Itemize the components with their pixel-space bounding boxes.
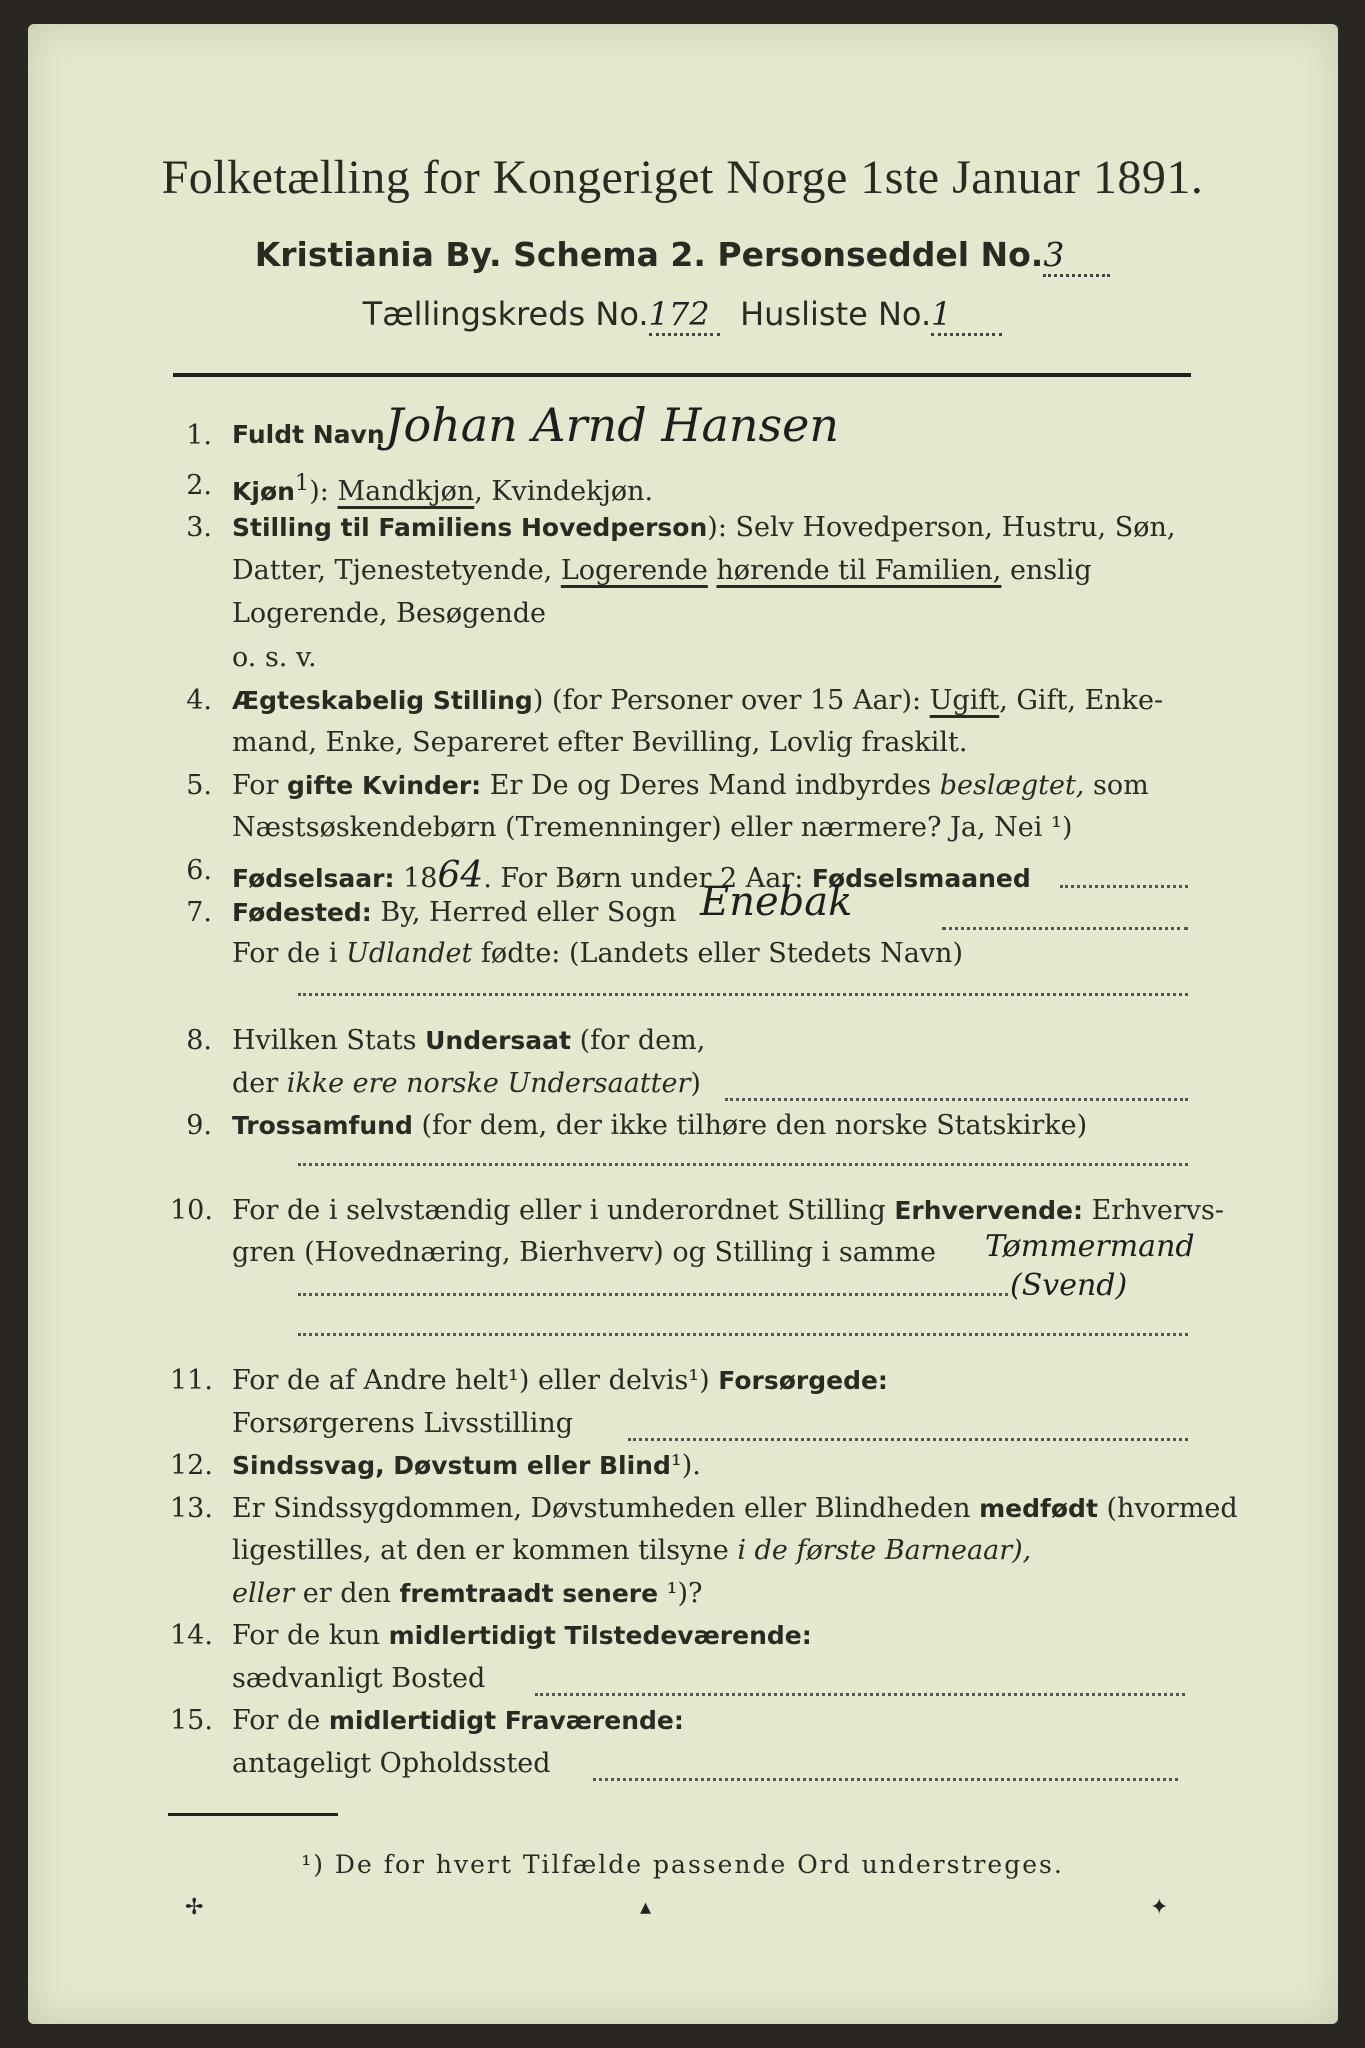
fill-line xyxy=(298,993,1188,996)
handwritten-name: Johan Arnd Hansen xyxy=(385,398,839,452)
item-text: mand, Enke, Separeret efter Bevilling, Lovlig fraskilt. xyxy=(232,727,968,758)
fill-line xyxy=(298,1163,1188,1166)
item-label: Fødselsmaaned xyxy=(811,864,1031,893)
item-text: , Kvindekjøn. xyxy=(474,476,654,507)
item-text: ligestilles, at den er kommen tilsyne xyxy=(232,1535,738,1566)
handwritten-birth-year: 64 xyxy=(437,855,484,896)
item-label: medfødt xyxy=(979,1494,1098,1523)
item-text: (hvormed xyxy=(1097,1493,1238,1524)
item-text: i de første Barneaar), xyxy=(737,1535,1032,1566)
item-number: 6. xyxy=(186,855,212,886)
center-mark: ▴ xyxy=(640,1895,652,1920)
item-text: ) (for Personer over 15 Aar): xyxy=(532,685,930,716)
personseddel-no: 3 xyxy=(1043,235,1065,274)
item-number: 10. xyxy=(170,1195,213,1226)
item-label: Ægteskabelig Stilling xyxy=(232,686,533,715)
item-number: 9. xyxy=(186,1110,212,1141)
item-text: Er Sindssygdommen, Døvstumheden eller Blindheden xyxy=(232,1493,980,1524)
item-text: For de i xyxy=(232,938,347,969)
item-text: som xyxy=(1084,770,1149,801)
item-text: ): xyxy=(309,476,338,507)
form-subtitle xyxy=(0,235,1365,277)
item-label: Trossamfund xyxy=(232,1111,413,1140)
item-text: (for dem, der ikke tilhøre den norske Statskirke) xyxy=(412,1110,1088,1141)
item-text: Hvilken Stats xyxy=(232,1025,426,1056)
item-number: 12. xyxy=(170,1450,213,1481)
form-subtitle-2 xyxy=(0,295,1365,336)
item-label: Kjøn xyxy=(232,477,295,506)
item-label: Undersaat xyxy=(425,1026,571,1055)
handwritten-occupation-detail: (Svend) xyxy=(1010,1268,1128,1303)
corner-mark: ✦ xyxy=(1150,1895,1169,1920)
item-text: o. s. v. xyxy=(232,642,317,673)
footnote: ¹) De for hvert Tilfælde passende Ord understreges. xyxy=(301,1850,1064,1879)
item-text: gren (Hovednæring, Bierhverv) og Stilling i samme xyxy=(232,1237,937,1268)
fill-line xyxy=(535,1693,1185,1696)
item-text: ): Selv Hovedperson, Hustru, Søn, xyxy=(707,512,1176,543)
item-label: Erhvervende: xyxy=(894,1196,1084,1225)
item-text: For de kun xyxy=(232,1620,389,1651)
item-text: For xyxy=(232,770,288,801)
fill-line xyxy=(593,1778,1178,1781)
item-text: antageligt Opholdssted xyxy=(232,1748,551,1779)
item-text: beslægtet, xyxy=(939,770,1085,801)
item-text: , Gift, Enke- xyxy=(999,685,1164,716)
handwritten-occupation: Tømmermand xyxy=(985,1229,1195,1264)
footnote-ref: 1 xyxy=(294,470,310,496)
taellingskreds-label: Tællingskreds No. xyxy=(362,295,649,333)
item-text: Erhvervs- xyxy=(1083,1195,1224,1226)
item-text: Udlandet xyxy=(346,938,473,969)
item-label: midlertidigt Fraværende: xyxy=(328,1706,684,1735)
item-label: Forsørgede: xyxy=(718,1366,888,1395)
item-text: For de xyxy=(232,1705,329,1736)
item-number: 13. xyxy=(170,1493,213,1524)
item-label: gifte Kvinder: xyxy=(287,771,482,800)
item-text: ¹). xyxy=(670,1450,701,1481)
fill-line xyxy=(628,1438,1188,1441)
item-text: enslig xyxy=(1001,555,1092,586)
item-text: eller xyxy=(232,1578,295,1609)
fill-line xyxy=(298,1293,1008,1296)
item-text: ikke ere norske Undersaatter xyxy=(286,1068,691,1099)
item-text: Er De og Deres Mand indbyrdes xyxy=(481,770,940,801)
item-text: (for dem, xyxy=(570,1025,706,1056)
fill-line xyxy=(725,1098,1188,1101)
item-text: ¹)? xyxy=(658,1578,703,1609)
fill-line xyxy=(298,1333,1188,1336)
item-label: Sindssvag, Døvstum eller Blind xyxy=(232,1451,671,1480)
item-label: Fødested: xyxy=(232,898,372,927)
taellingskreds-no: 172 xyxy=(648,295,710,333)
underlined-option: Ugift xyxy=(929,685,1000,716)
form-title: Folketælling for Kongeriget Norge 1ste Januar 1891. xyxy=(161,151,1204,204)
husliste-no: 1 xyxy=(931,295,952,333)
husliste-label: Husliste No. xyxy=(740,295,932,333)
underlined-option: Logerende xyxy=(560,555,708,586)
item-label: Fuldt Navn xyxy=(232,420,385,449)
item-text: Næstsøskendebørn (Tremenninger) eller nærmere? Ja, Nei ¹) xyxy=(232,812,1073,843)
underlined-option: Mandkjøn xyxy=(337,476,475,507)
fill-line xyxy=(1060,885,1188,888)
item-text: ) xyxy=(690,1068,701,1099)
item-text: fødte: (Landets eller Stedets Navn) xyxy=(472,938,963,969)
handwritten-birthplace: Enebak xyxy=(700,879,853,925)
item-text: Forsørgerens Livsstilling xyxy=(232,1408,574,1439)
item-number: 3. xyxy=(186,512,212,543)
item-number: 5. xyxy=(186,770,212,801)
item-number: 4. xyxy=(186,685,212,716)
item-number: 11. xyxy=(170,1365,213,1396)
item-text: For de af Andre helt¹) eller delvis¹) xyxy=(232,1365,719,1396)
item-number: 14. xyxy=(170,1620,213,1651)
item-label: Stilling til Familiens Hovedperson xyxy=(232,513,708,542)
item-text: er den xyxy=(294,1578,400,1609)
item-text: 18 xyxy=(394,863,438,894)
item-number: 7. xyxy=(186,897,212,928)
underlined-option: hørende til Familien, xyxy=(716,555,1002,586)
item-text: Logerende, Besøgende xyxy=(232,598,546,629)
item-number: 1. xyxy=(186,420,212,451)
item-label: Fødselsaar: xyxy=(232,864,395,893)
header-rule xyxy=(173,373,1191,377)
item-text: . For Børn under 2 Aar: xyxy=(483,863,812,894)
corner-mark: ✢ xyxy=(185,1895,204,1920)
fill-line xyxy=(942,927,1188,930)
item-text: der xyxy=(232,1068,287,1099)
item-label: midlertidigt Tilstedeværende: xyxy=(388,1621,812,1650)
item-text: Datter, Tjenestetyende, xyxy=(232,555,561,586)
item-text: By, Herred eller Sogn xyxy=(371,897,677,928)
item-text: sædvanligt Bosted xyxy=(232,1663,486,1694)
schema-label: Kristiania By. Schema 2. Personseddel No. xyxy=(254,235,1044,274)
item-number: 2. xyxy=(186,470,212,501)
item-number: 8. xyxy=(186,1025,212,1056)
item-text: For de i selvstændig eller i underordnet Stilling xyxy=(232,1195,895,1226)
footnote-rule xyxy=(168,1813,338,1816)
item-label: fremtraadt senere xyxy=(399,1579,659,1608)
item-number: 15. xyxy=(170,1705,213,1736)
